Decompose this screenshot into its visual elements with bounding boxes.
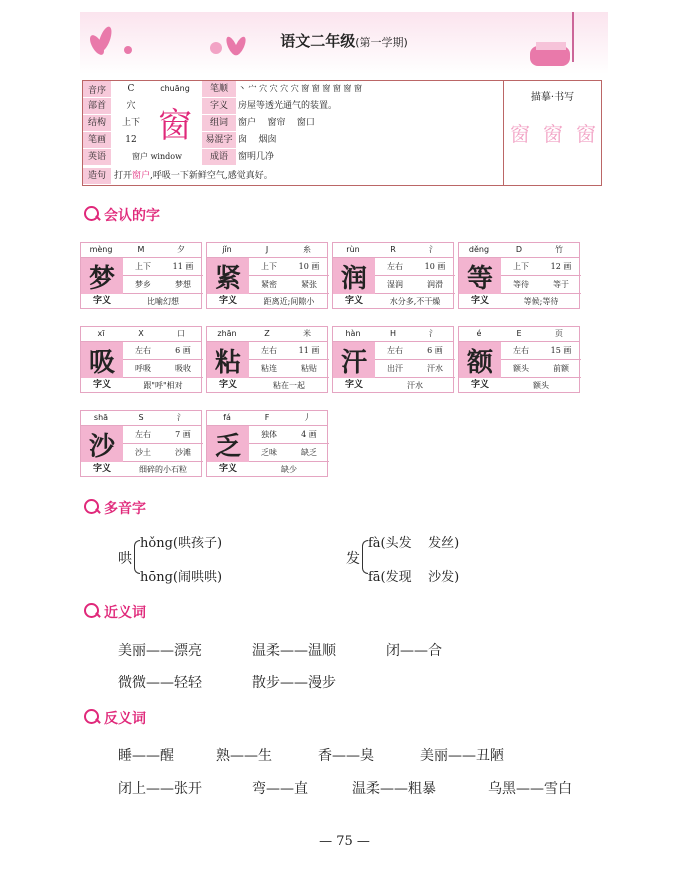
value-bishun: 丶 宀 穴 穴 穴 穴 窗 窗 窗 窗 窗 窗 — [238, 84, 362, 93]
ant-8: 乌黑——雪白 — [488, 781, 572, 797]
card-pinyin-cell: fá — [223, 413, 231, 422]
card-word: 梦想 — [175, 280, 191, 289]
magnifier-icon — [84, 709, 102, 727]
card-pinyin-cell: rùn — [346, 245, 360, 254]
page-title: 语文二年级(第一学期) — [280, 32, 408, 50]
card-words-row — [501, 360, 581, 378]
card-structure: 上下 — [261, 262, 277, 271]
card-pinyin-row — [459, 327, 579, 342]
label-yihunzi: 易混字 — [202, 132, 236, 148]
card-character: 吸 — [81, 342, 123, 378]
card-structure: 上下 — [135, 262, 151, 271]
label-bihua: 笔画 — [83, 132, 111, 148]
card-words-row — [249, 444, 329, 462]
card-meaning-label: 字义 — [92, 380, 111, 390]
card-strokes: 11 画 — [172, 262, 194, 271]
card-pinyin-cell: R — [390, 245, 396, 254]
card-pinyin-row — [81, 327, 201, 342]
card-pinyin-cell: xī — [97, 329, 105, 338]
syn-3: 闭——合 — [386, 643, 442, 659]
char-card — [458, 242, 580, 309]
char-card — [206, 326, 328, 393]
card-word: 额头 — [513, 364, 529, 373]
card-pinyin-row — [207, 327, 327, 342]
card-strokes: 12 画 — [550, 262, 572, 271]
syn-4: 微微——轻轻 — [118, 675, 202, 691]
card-word: 出汗 — [387, 364, 403, 373]
card-structure: 左右 — [135, 430, 151, 439]
card-meaning-label: 字义 — [92, 464, 111, 474]
card-pinyin-cell: děng — [468, 245, 490, 254]
card-pinyin-row — [207, 411, 327, 426]
card-word: 紧张 — [301, 280, 317, 289]
card-structure-row — [501, 258, 581, 276]
trace-char-3: 窗 — [576, 122, 596, 146]
card-character: 等 — [459, 258, 501, 294]
card-word: 缺乏 — [301, 448, 317, 457]
value-bihua: 12 — [125, 135, 137, 145]
char-card — [332, 242, 454, 309]
magnifier-icon — [84, 499, 102, 517]
card-words-row — [123, 444, 203, 462]
card-meaning: 细碎的小石粒 — [139, 465, 187, 474]
section-synonym-heading: 近义词 — [84, 602, 146, 622]
card-word: 前额 — [553, 364, 569, 373]
card-pinyin-cell: H — [389, 329, 396, 338]
card-strokes: 15 画 — [550, 346, 572, 355]
card-structure: 独体 — [261, 430, 277, 439]
syn-2: 温柔——温顺 — [252, 643, 336, 659]
card-meaning-label: 字义 — [92, 296, 111, 306]
char-card — [80, 326, 202, 393]
card-meaning-label: 字义 — [218, 296, 237, 306]
card-pinyin-cell: Z — [264, 329, 270, 338]
card-character: 沙 — [81, 426, 123, 462]
char-card — [206, 242, 328, 309]
ant-3: 香——臭 — [318, 748, 374, 764]
card-word: 梦乡 — [135, 280, 151, 289]
card-structure-row — [375, 342, 455, 360]
magnifier-icon — [84, 206, 102, 224]
card-structure-row — [123, 342, 203, 360]
card-character: 粘 — [207, 342, 249, 378]
card-structure-row — [249, 426, 329, 444]
card-pinyin-row — [81, 243, 201, 258]
label-jiegou: 结构 — [83, 115, 111, 131]
section-polyphone-heading: 多音字 — [84, 498, 146, 518]
value-zaoju: 打开窗户,呼吸一下新鲜空气,感觉真好。 — [114, 171, 273, 181]
card-character: 汗 — [333, 342, 375, 378]
card-word: 沙土 — [135, 448, 151, 457]
card-pinyin-cell: 氵 — [429, 245, 437, 254]
card-word: 等于 — [553, 280, 569, 289]
card-meaning-label: 字义 — [218, 464, 237, 474]
page-number: — 75 — — [319, 834, 370, 849]
card-word: 乏味 — [261, 448, 277, 457]
card-word: 润滑 — [427, 280, 443, 289]
card-word: 湿润 — [387, 280, 403, 289]
card-pinyin-row — [207, 243, 327, 258]
card-pinyin-cell: mèng — [89, 245, 113, 254]
polyphone-char-b: 发 — [346, 551, 360, 567]
card-word: 呼吸 — [135, 364, 151, 373]
ant-2: 熟——生 — [216, 748, 272, 764]
card-pinyin-row — [333, 327, 453, 342]
polyphone-b-2: fā(发现 沙发) — [368, 570, 460, 585]
trace-char-2: 窗 — [543, 122, 563, 146]
card-pinyin-cell: 口 — [177, 329, 185, 338]
ant-7: 温柔——粗暴 — [352, 781, 436, 797]
polyphone-a-1: hǒng(哄孩子) — [140, 536, 223, 551]
label-zuci: 组词 — [202, 115, 236, 131]
card-structure: 左右 — [387, 262, 403, 271]
card-meaning: 额头 — [533, 381, 549, 390]
card-pinyin-cell: D — [515, 245, 523, 254]
value-chengyu: 窗明几净 — [238, 152, 275, 162]
card-pinyin-row — [81, 411, 201, 426]
ant-1: 睡——醒 — [118, 748, 174, 764]
polyphone-char-a: 哄 — [118, 551, 132, 567]
char-card — [458, 326, 580, 393]
card-meaning-label: 字义 — [344, 380, 363, 390]
card-strokes: 6 画 — [175, 346, 191, 355]
card-structure-row — [123, 426, 203, 444]
card-strokes: 11 画 — [298, 346, 320, 355]
card-word: 吸收 — [175, 364, 191, 373]
card-pinyin-cell: M — [137, 245, 145, 254]
card-meaning: 粘在一起 — [273, 381, 305, 390]
card-meaning-label: 字义 — [470, 296, 489, 306]
card-words-row — [375, 360, 455, 378]
magnifier-icon — [84, 603, 102, 621]
card-pinyin-cell: shā — [93, 413, 109, 422]
label-bushou: 部首 — [83, 98, 111, 114]
card-pinyin-cell: 米 — [303, 329, 311, 338]
card-word: 汗水 — [427, 364, 443, 373]
card-words-row — [249, 360, 329, 378]
value-pinyin: chuāng — [160, 84, 190, 93]
card-pinyin-cell: 丿 — [303, 413, 311, 422]
char-card — [80, 242, 202, 309]
card-character: 紧 — [207, 258, 249, 294]
card-structure: 左右 — [261, 346, 277, 355]
card-pinyin-cell: S — [138, 413, 144, 422]
card-meaning-label: 字义 — [344, 296, 363, 306]
label-yingyu: 英语 — [83, 149, 111, 165]
card-meaning-label: 字义 — [218, 380, 237, 390]
card-meaning: 距离近;间隙小 — [263, 297, 315, 306]
card-pinyin-cell: X — [138, 329, 144, 338]
card-character: 梦 — [81, 258, 123, 294]
card-pinyin-cell: 页 — [555, 329, 563, 338]
card-words-row — [375, 276, 455, 294]
value-yingyu: 窗户 window — [132, 152, 182, 161]
card-pinyin-cell: 氵 — [177, 413, 185, 422]
card-structure-row — [501, 342, 581, 360]
card-meaning: 跟"呼"相对 — [143, 381, 183, 390]
section-recognize-heading: 会认的字 — [84, 205, 160, 225]
card-word: 粘贴 — [301, 364, 317, 373]
label-yinxu: 音序 — [83, 81, 111, 97]
card-structure: 左右 — [387, 346, 403, 355]
card-pinyin-cell: é — [476, 329, 482, 338]
label-zaoju: 造句 — [83, 168, 111, 184]
value-zuci: 窗户 窗帘 窗口 — [238, 118, 315, 128]
value-yinxu: C — [127, 84, 135, 94]
syn-5: 散步——漫步 — [252, 675, 336, 691]
card-strokes: 6 画 — [427, 346, 443, 355]
card-structure-row — [249, 258, 329, 276]
label-bishun: 笔顺 — [202, 81, 236, 97]
char-card — [80, 410, 202, 477]
polyphone-b-1: fà(头发 发丝) — [368, 536, 460, 551]
card-structure: 左右 — [513, 346, 529, 355]
char-card — [332, 326, 454, 393]
card-pinyin-cell: 竹 — [555, 245, 563, 254]
card-meaning: 等候;等待 — [523, 297, 559, 306]
card-pinyin-row — [333, 243, 453, 258]
card-pinyin-row — [459, 243, 579, 258]
value-jiegou: 上下 — [121, 118, 140, 128]
card-word: 等待 — [513, 280, 529, 289]
card-pinyin-cell: 氵 — [429, 329, 437, 338]
card-words-row — [501, 276, 581, 294]
card-words-row — [123, 276, 203, 294]
card-pinyin-cell: 糸 — [303, 245, 311, 254]
card-word: 紧密 — [261, 280, 277, 289]
card-pinyin-cell: hàn — [345, 329, 361, 338]
card-character: 润 — [333, 258, 375, 294]
card-strokes: 7 画 — [175, 430, 191, 439]
card-pinyin-cell: jǐn — [222, 245, 232, 254]
char-card — [206, 410, 328, 477]
card-words-row — [123, 360, 203, 378]
ant-4: 美丽——丑陋 — [420, 748, 504, 764]
card-pinyin-cell: E — [516, 329, 522, 338]
card-structure-row — [375, 258, 455, 276]
card-word: 粘连 — [261, 364, 277, 373]
card-meaning: 水分多,不干燥 — [389, 297, 441, 306]
card-meaning: 比喻幻想 — [147, 297, 179, 306]
card-pinyin-cell: 夕 — [177, 245, 185, 254]
ant-5: 闭上——张开 — [118, 781, 202, 797]
card-pinyin-cell: F — [264, 413, 270, 422]
card-character: 乏 — [207, 426, 249, 462]
card-words-row — [249, 276, 329, 294]
polyphone-a-2: hōng(闹哄哄) — [140, 570, 223, 585]
card-strokes: 10 画 — [298, 262, 320, 271]
card-meaning: 汗水 — [407, 381, 423, 390]
value-bushou: 穴 — [126, 101, 136, 111]
syn-1: 美丽——漂亮 — [118, 643, 202, 659]
label-chengyu: 成语 — [202, 149, 236, 165]
featured-character: 窗 — [158, 105, 192, 146]
card-meaning-label: 字义 — [470, 380, 489, 390]
card-meaning: 缺少 — [281, 465, 297, 474]
card-strokes: 10 画 — [424, 262, 446, 271]
card-strokes: 4 画 — [301, 430, 317, 439]
card-word: 沙滩 — [175, 448, 191, 457]
writing-practice-label: 描摹·书写 — [530, 92, 575, 103]
value-yihunzi: 囱 烟囱 — [238, 135, 277, 145]
label-ziyi: 字义 — [202, 98, 236, 114]
trace-char-1: 窗 — [510, 122, 530, 146]
card-structure-row — [123, 258, 203, 276]
card-pinyin-cell: J — [265, 245, 269, 254]
card-character: 额 — [459, 342, 501, 378]
card-structure-row — [249, 342, 329, 360]
card-structure: 左右 — [135, 346, 151, 355]
value-ziyi: 房屋等透光通气的装置。 — [238, 101, 338, 111]
ant-6: 弯——直 — [252, 781, 308, 797]
section-antonym-heading: 反义词 — [84, 708, 146, 728]
card-structure: 上下 — [513, 262, 529, 271]
card-pinyin-cell: zhān — [217, 329, 237, 338]
